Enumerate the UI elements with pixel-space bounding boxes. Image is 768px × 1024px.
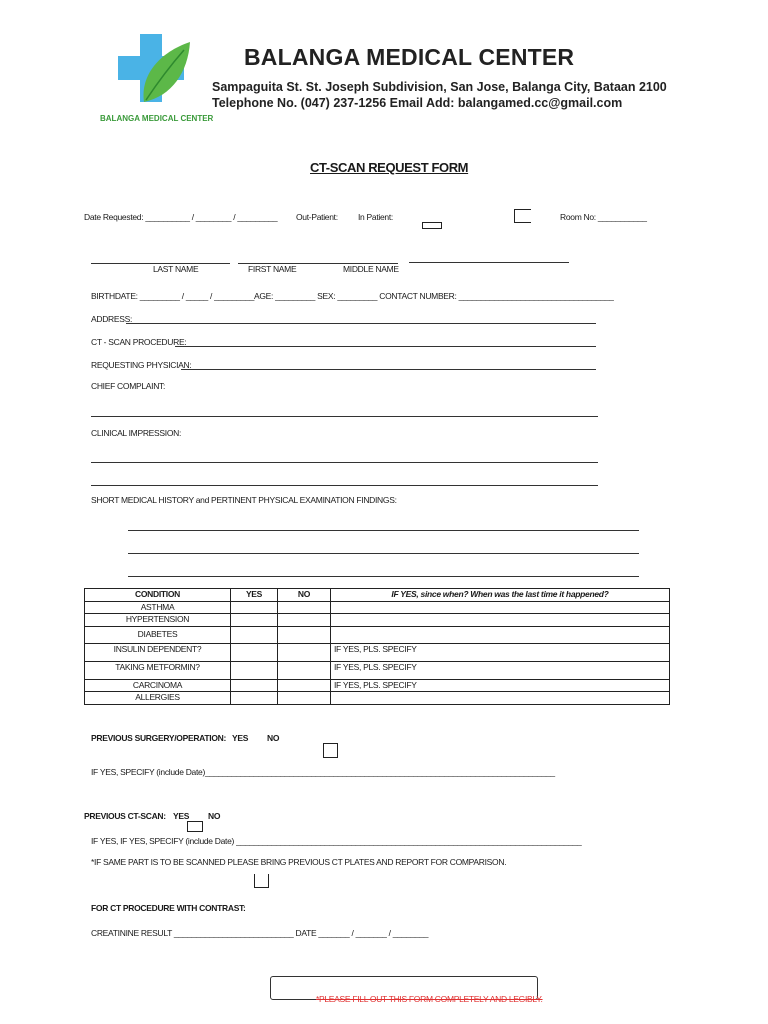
yes-cell[interactable] [231,661,278,679]
header-condition: CONDITION [85,589,231,602]
details-cell[interactable] [331,626,670,643]
in-patient-checkbox[interactable] [514,209,531,223]
condition-cell: ALLERGIES [85,692,231,705]
details-cell[interactable] [331,614,670,627]
condition-cell: ASTHMA [85,601,231,614]
surgery-yes-label: YES [232,733,249,743]
yes-cell[interactable] [231,679,278,692]
room-no-field[interactable]: Room No: ___________ [560,212,647,222]
table-row [85,614,670,627]
condition-cell: INSULIN DEPENDENT? [85,643,231,661]
yes-cell[interactable] [231,614,278,627]
logo-caption: BALANGA MEDICAL CENTER [100,114,214,123]
no-cell[interactable] [278,601,331,614]
no-cell[interactable] [278,643,331,661]
hospital-logo [110,30,210,114]
surgery-checkbox[interactable] [323,743,338,758]
middle-name-label: MIDDLE NAME [343,264,399,274]
surgery-specify-field[interactable]: IF YES, SPECIFY (include Date)_______________________________________________________________________________ [91,767,555,777]
ct-procedure-line[interactable] [175,346,596,347]
ct-procedure-label: CT - SCAN PROCEDURE: [91,337,187,347]
footer-note: *PLEASE FILL OUT THIS FORM COMPLETELY AND LEGIBLY. [316,994,543,1004]
medical-history-line-2[interactable] [128,553,639,554]
details-cell[interactable]: IF YES, PLS. SPECIFY [331,661,670,679]
surgery-no-label: NO [267,733,280,743]
yes-cell[interactable] [231,692,278,705]
clinical-impression-line-2[interactable] [91,485,598,486]
table-row [85,626,670,643]
conditions-table [84,588,670,705]
address-line[interactable] [126,323,596,324]
out-patient-checkbox[interactable] [422,222,442,229]
ctscan-no-label: NO [208,811,221,821]
date-requested-field[interactable]: Date Requested: __________ / ________ / _________ [84,212,278,222]
condition-cell: TAKING METFORMIN? [85,661,231,679]
medical-history-line-3[interactable] [128,576,639,577]
previous-ctscan-label: PREVIOUS CT-SCAN: [84,811,166,821]
middle-name-line[interactable] [409,262,569,263]
details-cell[interactable] [331,692,670,705]
yes-cell[interactable] [231,601,278,614]
first-name-label: FIRST NAME [248,264,297,274]
hospital-contact: Telephone No. (047) 237-1256 Email Add: balangamed.cc@gmail.com [212,96,623,110]
clinical-impression-line-1[interactable] [91,462,598,463]
contrast-label: FOR CT PROCEDURE WITH CONTRAST: [91,903,246,913]
in-patient-label: In Patient: [358,212,393,222]
condition-cell: HYPERTENSION [85,614,231,627]
yes-cell[interactable] [231,643,278,661]
yes-cell[interactable] [231,626,278,643]
no-cell[interactable] [278,679,331,692]
no-cell[interactable] [278,626,331,643]
details-cell[interactable]: IF YES, PLS. SPECIFY [331,643,670,661]
creatinine-field[interactable]: CREATININE RESULT ___________________________ DATE _______ / _______ / ________ [91,928,429,938]
ctscan-note: *IF SAME PART IS TO BE SCANNED PLEASE BRING PREVIOUS CT PLATES AND REPORT FOR COMPARISON. [91,857,507,867]
requesting-physician-line[interactable] [181,369,596,370]
ctscan-specify-field[interactable]: IF YES, IF YES, SPECIFY (include Date) ______________________________________________________________________________ [91,836,582,846]
medical-history-label: SHORT MEDICAL HISTORY and PERTINENT PHYSICAL EXAMINATION FINDINGS: [91,495,397,505]
ctscan-checkbox[interactable] [187,821,203,832]
last-name-label: LAST NAME [153,264,199,274]
ctscan-yes-label: YES [173,811,190,821]
clinical-impression-label: CLINICAL IMPRESSION: [91,428,182,438]
form-title: CT-SCAN REQUEST FORM [310,160,469,175]
no-cell[interactable] [278,614,331,627]
no-cell[interactable] [278,661,331,679]
table-header-row [85,589,670,602]
birthdate-age-sex-contact-row[interactable]: BIRTHDATE: _________ / _____ / _________AGE: _________ SEX: _________ CONTACT NUMBER: ___________________________________ [91,291,614,301]
header-yes: YES [231,589,278,602]
details-cell[interactable]: IF YES, PLS. SPECIFY [331,679,670,692]
table-row [85,601,670,614]
table-row [85,643,670,661]
condition-cell: DIABETES [85,626,231,643]
previous-surgery-label: PREVIOUS SURGERY/OPERATION: [91,733,227,743]
table-row [85,661,670,679]
requesting-physician-label: REQUESTING PHYSICIAN: [91,360,192,370]
hospital-name: BALANGA MEDICAL CENTER [244,44,575,70]
condition-cell: CARCINOMA [85,679,231,692]
header-no: NO [278,589,331,602]
chief-complaint-line[interactable] [91,416,598,417]
chief-complaint-label: CHIEF COMPLAINT: [91,381,166,391]
table-row [85,692,670,705]
contrast-checkbox[interactable] [254,874,269,888]
address-label: ADDRESS: [91,314,133,324]
header-if-yes: IF YES, since when? When was the last time it happened? [331,589,670,602]
details-cell[interactable] [331,601,670,614]
table-row [85,679,670,692]
out-patient-label: Out-Patient: [296,212,338,222]
hospital-address: Sampaguita St. St. Joseph Subdivision, San Jose, Balanga City, Bataan 2100 [212,80,667,94]
no-cell[interactable] [278,692,331,705]
medical-history-line-1[interactable] [128,530,639,531]
